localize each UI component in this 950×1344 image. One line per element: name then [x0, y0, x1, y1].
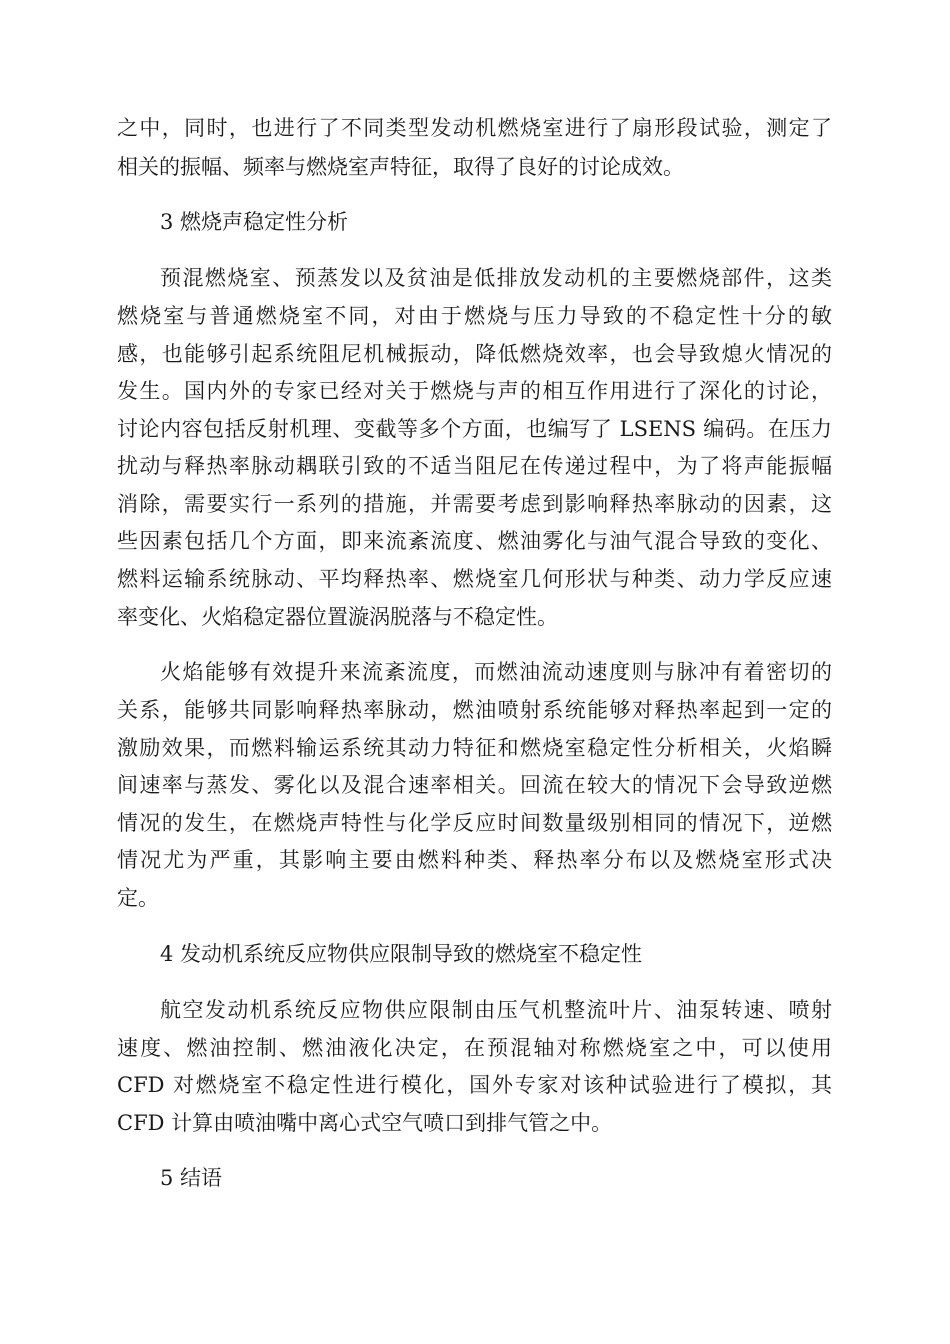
paragraph-line: 预混燃烧室、预蒸发以及贫油是低排放发动机的主要燃烧部件，这类 [160, 266, 832, 290]
paragraph-line: 燃烧室与普通燃烧室不同，对由于燃烧与压力导致的不稳定性十分的敏 [117, 304, 832, 328]
paragraph-line: 率变化、火焰稳定器位置漩涡脱落与不稳定性。 [117, 605, 558, 629]
paragraph-line: 燃料运输系统脉动、平均释热率、燃烧室几何形状与种类、动力学反应速 [117, 567, 832, 591]
paragraph-line: 关系，能够共同影响释热率脉动，燃油喷射系统能够对释热率起到一定的 [117, 698, 832, 722]
paragraph-line: 发生。国内外的专家已经对关于燃烧与声的相互作用进行了深化的讨论， [117, 379, 832, 403]
section-heading-5: 5 结语 [160, 1166, 223, 1190]
paragraph-line: CFD 计算由喷油嘴中离心式空气喷口到排气管之中。 [117, 1111, 613, 1135]
paragraph-line: 扰动与释热率脉动耦联引致的不适当阻尼在传递过程中，为了将声能振幅 [117, 454, 832, 478]
paragraph-line: 消除，需要实行一系列的措施，并需要考虑到影响释热率脉动的因素，这 [117, 492, 832, 516]
paragraph-line: 相关的振幅、频率与燃烧室声特征，取得了良好的讨论成效。 [117, 155, 684, 179]
section-heading-3: 3 燃烧声稳定性分析 [160, 210, 349, 234]
paragraph-line: 激励效果，而燃料输运系统其动力特征和燃烧室稳定性分析相关，火焰瞬 [117, 736, 832, 760]
paragraph-line: 间速率与蒸发、雾化以及混合速率相关。回流在较大的情况下会导致逆燃 [117, 773, 832, 797]
paragraph-line: 火焰能够有效提升来流紊流度，而燃油流动速度则与脉冲有着密切的 [160, 660, 832, 684]
paragraph-line: 之中，同时，也进行了不同类型发动机燃烧室进行了扇形段试验，测定了 [117, 116, 832, 140]
paragraph-line: 航空发动机系统反应物供应限制由压气机整流叶片、油泵转速、喷射 [160, 998, 832, 1022]
paragraph-line: 些因素包括几个方面，即来流紊流度、燃油雾化与油气混合导致的变化、 [117, 529, 832, 553]
paragraph-line: 情况尤为严重，其影响主要由燃料种类、释热率分布以及燃烧室形式决 [117, 848, 832, 872]
paragraph-line: 定。 [117, 886, 159, 910]
section-heading-4: 4 发动机系统反应物供应限制导致的燃烧室不稳定性 [160, 942, 643, 966]
paragraph-line: 速度、燃油控制、燃油液化决定，在预混轴对称燃烧室之中，可以使用 [117, 1036, 832, 1060]
paragraph-line: 情况的发生，在燃烧声特性与化学反应时间数量级别相同的情况下，逆燃 [117, 811, 832, 835]
paragraph-line: 讨论内容包括反射机理、变截等多个方面，也编写了 LSENS 编码。在压力 [117, 417, 832, 441]
paragraph-line: CFD 对燃烧室不稳定性进行模化，国外专家对该种试验进行了模拟，其 [117, 1073, 832, 1097]
paragraph-line: 感，也能够引起系统阻尼机械振动，降低燃烧效率，也会导致熄火情况的 [117, 342, 832, 366]
